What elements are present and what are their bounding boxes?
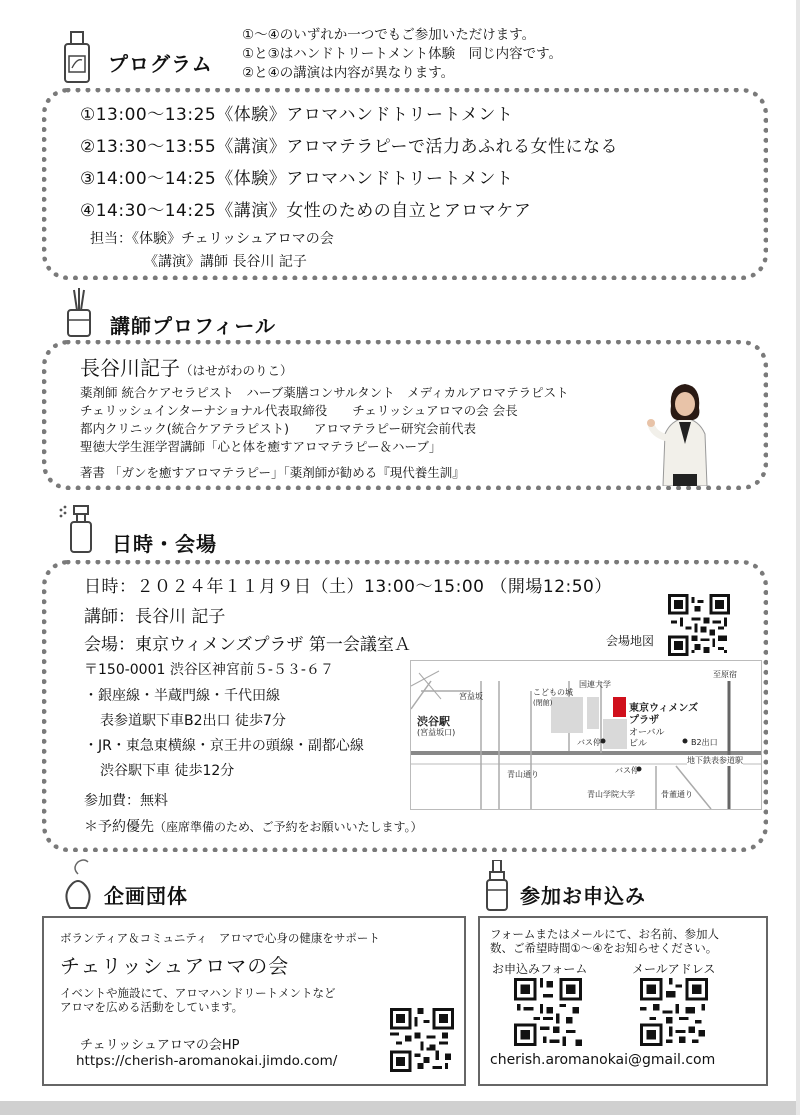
organizer-url-link[interactable]: https://cherish-aromanokai.jimdo.com/ bbox=[76, 1053, 338, 1069]
program-item: ③14:00〜14:25《体験》アロマハンドトリートメント bbox=[80, 169, 514, 189]
map-label-aoyama: 青山通り bbox=[507, 770, 539, 779]
reservation-detail: （座席準備のため、ご予約をお願いいたします。） bbox=[154, 820, 423, 834]
program-item: ②13:30〜13:55《講演》アロマテラピーで活力あふれる女性になる bbox=[80, 137, 619, 157]
contact-email-link[interactable]: cherish.aromanokai@gmail.com bbox=[490, 1052, 716, 1068]
program-note: ②と④の講演は内容が異なります。 bbox=[242, 65, 455, 81]
access-route-1: ・銀座線・半蔵門線・千代田線 bbox=[84, 688, 280, 704]
diffuser-icon bbox=[62, 288, 96, 338]
lecturer-name-reading: （はせがわのりこ） bbox=[180, 363, 293, 378]
venue-map bbox=[410, 660, 762, 810]
map-label-b2-exit: B2出口 bbox=[691, 738, 718, 747]
reservation-label: ＊予約優先 bbox=[84, 819, 154, 835]
dropper-bottle-icon bbox=[484, 860, 510, 912]
program-note: ①〜④のいずれか一つでもご参加いただけます。 bbox=[242, 27, 536, 43]
map-label-plaza: 東京ウィメンズ bbox=[629, 703, 699, 714]
organizer-heading: 企画団体 bbox=[104, 884, 188, 908]
map-label-shibuya: 渋谷駅 bbox=[417, 715, 450, 728]
profile-line: チェリッシュインターナショナル代表取締役 チェリッシュアロマの会 会長 bbox=[80, 403, 518, 418]
program-note: ①と③はハンドトリートメント体験 同じ内容です。 bbox=[242, 46, 562, 62]
program-item: ④14:30〜14:25《講演》女性のための自立とアロマケア bbox=[80, 201, 532, 221]
program-notes bbox=[242, 26, 562, 83]
apply-instruction-2: 数、ご希望時間①〜④をお知らせください。 bbox=[490, 941, 718, 955]
perfume-bottle-icon bbox=[60, 30, 94, 84]
venue-address: 〒150-0001 渋谷区神宮前５-５３-６７ bbox=[84, 662, 334, 678]
email-qr-code[interactable] bbox=[640, 978, 708, 1046]
organizer-tagline: ボランティア＆コミュニティ アロマで心身の健康をサポート bbox=[60, 931, 380, 945]
map-label-omotesando: 地下鉄表参道駅 bbox=[687, 756, 743, 765]
apply-heading: 参加お申込み bbox=[520, 884, 646, 908]
organizer-description: イベントや施設にて、アロマハンドリートメントなど bbox=[60, 986, 336, 1000]
lecturer-photo bbox=[645, 378, 725, 486]
map-label-kodomo: こどもの城 bbox=[533, 688, 573, 697]
aroma-diffuser-icon bbox=[60, 858, 96, 910]
map-label-shibuya-sub: (宮益坂口) bbox=[417, 728, 456, 737]
map-label-gakuin: 青山学院大学 bbox=[587, 790, 635, 799]
program-heading: プログラム bbox=[108, 52, 213, 76]
bottom-edge bbox=[0, 1101, 800, 1115]
program-staff-line: 担当：《体験》チェリッシュアロマの会 bbox=[90, 231, 334, 247]
map-label-plaza-2: プラザ bbox=[629, 715, 659, 726]
access-route-2-detail: 渋谷駅下車 徒歩12分 bbox=[100, 763, 235, 779]
event-lecturer: 講師：長谷川 記子 bbox=[84, 607, 226, 627]
apply-instruction: フォームまたはメールにて、お名前、参加人 bbox=[490, 927, 719, 941]
organizer-description-2: アロマを広める活動をしています。 bbox=[60, 1000, 244, 1014]
profile-heading: 講師プロフィール bbox=[110, 314, 276, 338]
homepage-qr-code[interactable] bbox=[390, 1008, 454, 1072]
spray-bottle-icon bbox=[58, 504, 96, 554]
map-label-oval-2: ビル bbox=[629, 739, 648, 749]
profile-books: 著書 「ガンを癒すアロマテラピー」「薬剤師が勧める『現代養生訓』 bbox=[80, 465, 465, 480]
profile-line: 都内クリニック(統合ケアテラピスト) アロマテラピー研究会前代表 bbox=[80, 421, 477, 436]
map-caption: 会場地図 bbox=[606, 634, 655, 648]
apply-mail-label: メールアドレス bbox=[632, 962, 716, 976]
right-edge bbox=[796, 0, 800, 1115]
organizer-hp-label: チェリッシュアロマの会HP bbox=[80, 1038, 240, 1053]
event-datetime: 日時：２０２４年１１月９日（土）13:00〜15:00 （開場12:50） bbox=[84, 577, 612, 597]
apply-form-label: お申込みフォーム bbox=[492, 962, 588, 976]
map-label-oval: オーバル bbox=[629, 728, 665, 738]
program-item: ①13:00〜13:25《体験》アロマハンドトリートメント bbox=[80, 105, 514, 125]
access-route-2: ・JR・東急東横線・京王井の頭線・副都心線 bbox=[84, 738, 364, 754]
map-label-bus-stop: バス停 bbox=[577, 738, 601, 747]
map-qr-code[interactable] bbox=[668, 594, 730, 656]
map-label-harajuku: 至原宿 bbox=[713, 670, 737, 679]
map-label-kotto: 骨董通り bbox=[661, 790, 693, 799]
lecturer-name-text: 長谷川記子 bbox=[80, 356, 180, 380]
participation-fee: 参加費：無料 bbox=[84, 793, 168, 809]
program-lecturer-line: 《講演》講師 長谷川 記子 bbox=[144, 254, 307, 270]
event-place: 会場：東京ウィメンズプラザ 第一会議室Ａ bbox=[84, 635, 411, 655]
reservation-note bbox=[84, 816, 423, 836]
venue-heading: 日時・会場 bbox=[112, 532, 217, 556]
access-route-1-detail: 表参道駅下車B2出口 徒歩7分 bbox=[100, 713, 286, 729]
organizer-name: チェリッシュアロマの会 bbox=[60, 954, 290, 978]
map-label-miyamasu: 宮益坂 bbox=[459, 692, 483, 701]
map-label-bus-stop-2: バス停 bbox=[615, 766, 639, 775]
application-form-qr-code[interactable] bbox=[514, 978, 582, 1046]
profile-line: 薬剤師 統合ケアセラピスト ハーブ薬膳コンサルタント メディカルアロマテラピスト bbox=[80, 385, 569, 400]
lecturer-name bbox=[80, 352, 293, 381]
map-label-kodomo-sub: (閉館) bbox=[533, 699, 553, 707]
profile-line: 聖徳大学生涯学習講師「心と体を癒すアロマテラピー＆ハーブ」 bbox=[80, 439, 442, 454]
map-label-kokuren: 国連大学 bbox=[579, 680, 611, 689]
